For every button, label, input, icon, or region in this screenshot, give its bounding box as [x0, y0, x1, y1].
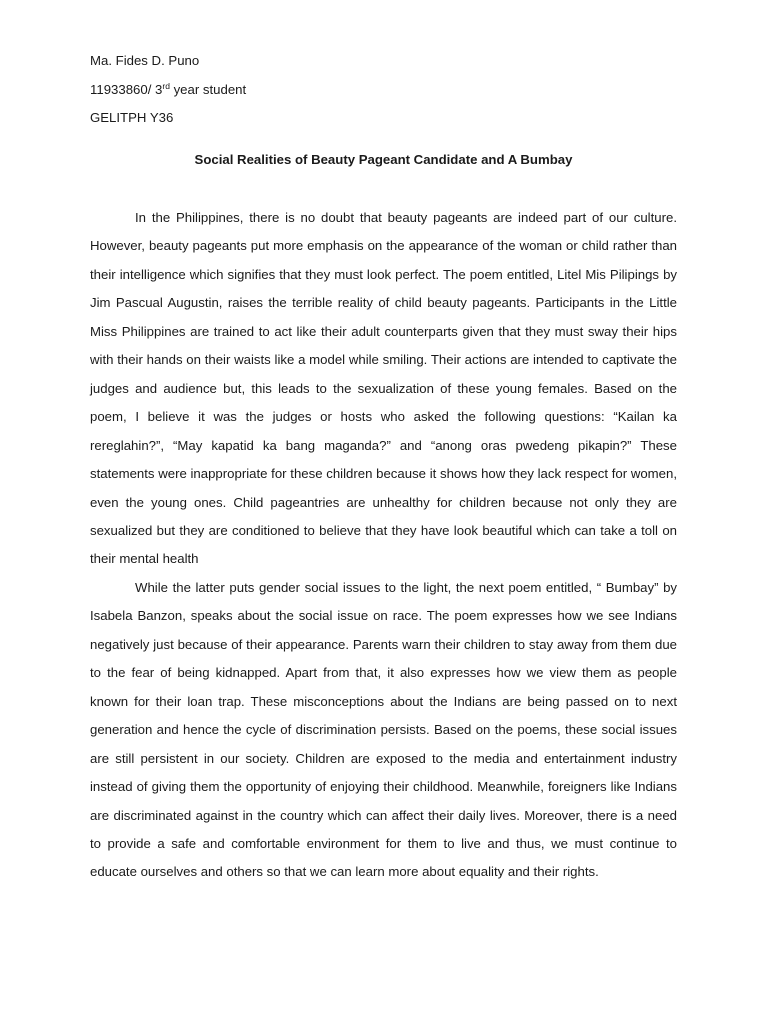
essay-paragraph-2: While the latter puts gender social issues to the light, the next poem entitled, “ Bumbay” by Isabela Banzon, speaks about the social issue on race. The poem expresses how we see Indians negatively just because of their appearance. Parents warn their children to stay away from them due to the fear of being kidnapped. Apart from that, it also expresses how we view them as people known for their loan trap. These misconceptions about the Indians are being passed on to next generation and hence the cycle of discrimination persists. Based on the poems, these social issues are still persistent in our society. Children are exposed to the media and entertainment industry instead of giving them the opportunity of enjoying their childhood. Meanwhile, foreigners like Indians are discriminated against in the country which can affect their daily lives. Moreover, there is a need to provide a safe and comfortable environment for them to live and thus, we must continue to educate ourselves and others so that we can learn more about equality and their rights. — [90, 579, 677, 880]
student-id-line — [90, 76, 690, 105]
student-year-text: year student — [169, 81, 247, 97]
essay-paragraph-1: In the Philippines, there is no doubt that beauty pageants are indeed part of our culture. However, beauty pageants put more emphasis on the appearance of the woman or child rather than their intelligence which signifies that they must look perfect. The poem entitled, Litel Mis Pilipings by Jim Pascual Augustin, raises the terrible reality of child beauty pageants. Participants in the Little Miss Philippines are trained to act like their adult counterparts given that they must sway their hips with their hands on their waists like a model while smiling. Their actions are intended to captivate the judges and audience but, this leads to the sexualization of these young females. Based on the poem, I believe it was the judges or hosts who asked the following questions: “Kailan ka rereglahin?”, “May kapatid ka bang maganda?” and “anong oras pwedeng pikapin?” These statements were inappropriate for these children because it shows how they lack respect for women, even the young ones. Child pageantries are unhealthy for children because not only they are sexualized but they are conditioned to believe that they have look beautiful which can take a toll on their mental health — [90, 210, 677, 567]
document-header — [90, 47, 690, 133]
author-name: Ma. Fides D. Puno — [90, 53, 200, 68]
essay-title: Social Realities of Beauty Pageant Candidate and A Bumbay — [194, 152, 573, 167]
essay-body — [90, 204, 677, 887]
course-code: GELITPH Y36 — [90, 110, 174, 125]
year-ordinal-superscript: rd — [162, 80, 170, 91]
student-id-text: 11933860/ 3 — [90, 81, 163, 97]
